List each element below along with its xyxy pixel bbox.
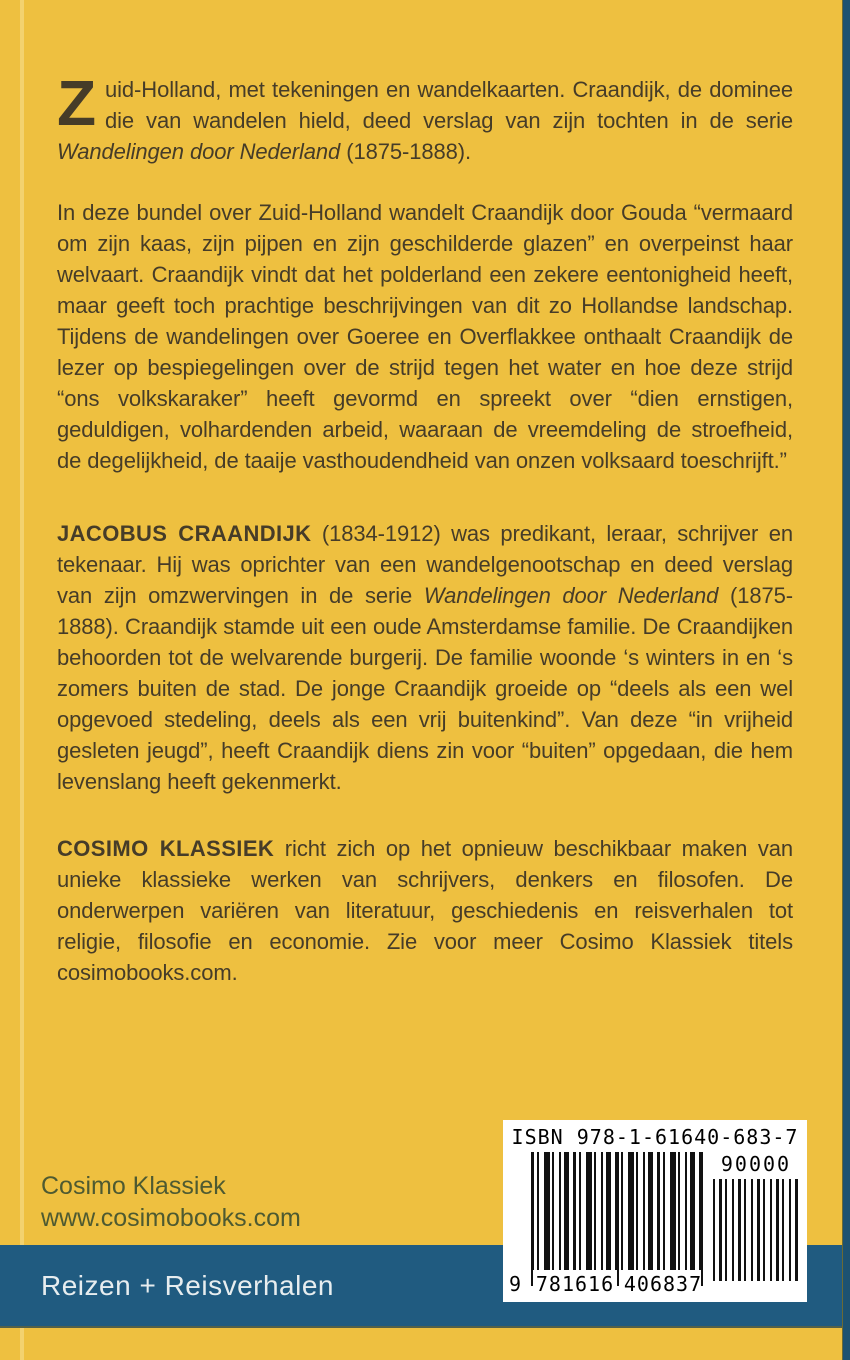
isbn-label: ISBN 978-1-61640-683-7 xyxy=(511,1125,799,1149)
cover-right-edge xyxy=(842,0,850,1360)
author-bio-text-end: (1875-1888). Craandijk stamde uit een oude Amsterdamse familie. De Craandijken behoorden tot de welvarende burgerij. De familie woonde ‘s winters in en ‘s zomers buiten de stad. De jonge Craandijk groeide op “deels als een wel opgevoed stedeling, deels als een vrij buitenkind”. Van deze “in vrijheid gesleten jeugd”, heeft Craandijk diens zin voor “buiten” opgedaan, die hem levenslang heeft gekenmerkt. xyxy=(57,583,793,794)
price-addon-barcode xyxy=(713,1152,799,1298)
publisher-name: Cosimo Klassiek xyxy=(41,1172,226,1200)
ean-barcode xyxy=(509,1152,705,1298)
category-label: Reizen + Reisverhalen xyxy=(41,1269,334,1301)
ean-prefix: 9 xyxy=(509,1272,522,1296)
synopsis-paragraph-1 xyxy=(57,67,793,167)
publisher-block xyxy=(41,1170,301,1234)
author-bio-paragraph xyxy=(57,518,793,797)
price-code: 90000 xyxy=(720,1152,792,1176)
back-cover-text xyxy=(57,67,793,988)
imprint-lead: COSIMO KLASSIEK xyxy=(57,836,275,861)
synopsis-text: uid-Holland, met tekeningen en wandelkaarten. Craandijk, de dominee die van wandelen hield, deed verslag van zijn tochten in de serie xyxy=(105,77,793,133)
synopsis-text-end: (1875-1888). xyxy=(340,139,471,164)
ean-group-2: 406837 xyxy=(623,1272,703,1296)
barcode-row xyxy=(503,1152,807,1298)
synopsis-paragraph-2: In deze bundel over Zuid-Holland wandelt Craandijk door Gouda “vermaard om zijn kaas, zijn pijpen en zijn geschilderde glazen” en overpeinst haar welvaart. Craandijk vindt dat het polderland een zekere eentonigheid heeft, maar geeft toch prachtige beschrijvingen van dit zo Hollandse landschap. Tijdens de wandelingen over Goeree en Overflakkee onthaalt Craandijk de lezer op bespiegelingen over de strijd tegen het water en hoe deze strijd “ons volkskaraker” heeft gevormd en spreekt over “dien ernstigen, geduldigen, volhardenden arbeid, waaraan de vreemdeling de stroefheid, de degelijkheid, de taaije vasthoudendheid van onzen volksaard toeschrijft.” xyxy=(57,200,793,473)
series-title-italic-2: Wandelingen door Nederland xyxy=(423,583,719,608)
author-bio-text: (1834-1912) was predikant, leraar, schrijver en tekenaar. Hij was oprichter van een wandelgenootschap en deed verslag van zijn omzwervingen in de serie xyxy=(57,521,793,608)
barcode-guard-bar xyxy=(701,1152,703,1286)
ean-group-1: 781616 xyxy=(535,1272,615,1296)
series-title-italic: Wandelingen door Nederland xyxy=(57,139,341,164)
barcode-guard-bar xyxy=(531,1152,533,1286)
addon-bars xyxy=(713,1179,799,1281)
barcode-guard-bar xyxy=(617,1152,619,1286)
author-name-lead: JACOBUS CRAANDIJK xyxy=(57,521,312,546)
publisher-website: www.cosimobooks.com xyxy=(41,1204,301,1232)
spine-crease xyxy=(20,0,24,1360)
drop-cap: Z xyxy=(57,67,96,139)
imprint-text: richt zich op het opnieuw beschikbaar maken van unieke klassieke werken van schrijvers, denkers en filosofen. De onderwerpen variëren van literatuur, geschiedenis en reisverhalen tot religie, filosofie en economie. Zie voor meer Cosimo Klassiek titels cosimobooks.com. xyxy=(57,836,793,985)
isbn-barcode-block xyxy=(503,1120,807,1302)
ean-digits xyxy=(509,1272,705,1296)
imprint-paragraph xyxy=(57,833,793,988)
